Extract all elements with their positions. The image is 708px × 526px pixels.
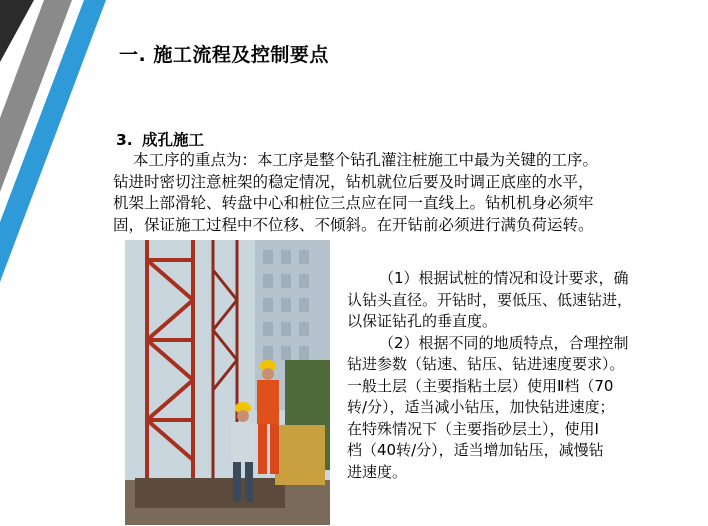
note-line: 钻进参数（钻速、钻压、钻进速度要求）。 — [347, 355, 625, 373]
intro-paragraph — [113, 150, 703, 236]
section-heading — [116, 128, 204, 150]
drilling-rig-photo — [125, 240, 330, 525]
intro-line: 本工序的重点为：本工序是整个钻孔灌注桩施工中最为关键的工序。 — [133, 151, 599, 169]
procedure-notes — [347, 268, 705, 483]
decorative-stripes — [0, 0, 120, 526]
slide-title: 一. 施工流程及控制要点 — [119, 44, 329, 66]
note-line: 档（40转/分），适当增加钻压，减慢钻 — [347, 441, 604, 459]
rig-base — [135, 478, 285, 508]
note-line: （2）根据不同的地质特点，合理控制 — [379, 333, 629, 352]
note-line: 转/分），适当减小钻压，加快钻进速度； — [347, 398, 615, 416]
note-line: 认钻头直径。开钻时，要低压、低速钻进， — [347, 290, 633, 309]
section-number: 3. — [116, 131, 133, 149]
intro-line: 钻进时密切注意桩架的稳定情况，钻机就位后要及时调正底座的水平， — [113, 172, 594, 191]
note-line: 进速度。 — [347, 462, 408, 481]
note-line: 一般土层（主要指粘土层）使用Ⅱ档（70 — [347, 376, 614, 395]
note-line: 在特殊情况下（主要指砂层土），使用Ⅰ — [347, 419, 599, 438]
note-line: 以保证钻孔的垂直度。 — [347, 312, 498, 330]
section-heading-text: 成孔施工 — [142, 131, 205, 149]
intro-line: 机架上部滑轮、转盘中心和桩位三点应在同一直线上。钻机机身必须牢 — [113, 194, 594, 212]
intro-line: 固，保证施工过程中不位移、不倾斜。在开钻前必须进行满负荷运转。 — [113, 215, 594, 234]
note-line: （1）根据试桩的情况和设计要求，确 — [379, 269, 629, 287]
rig-engine — [275, 425, 325, 485]
